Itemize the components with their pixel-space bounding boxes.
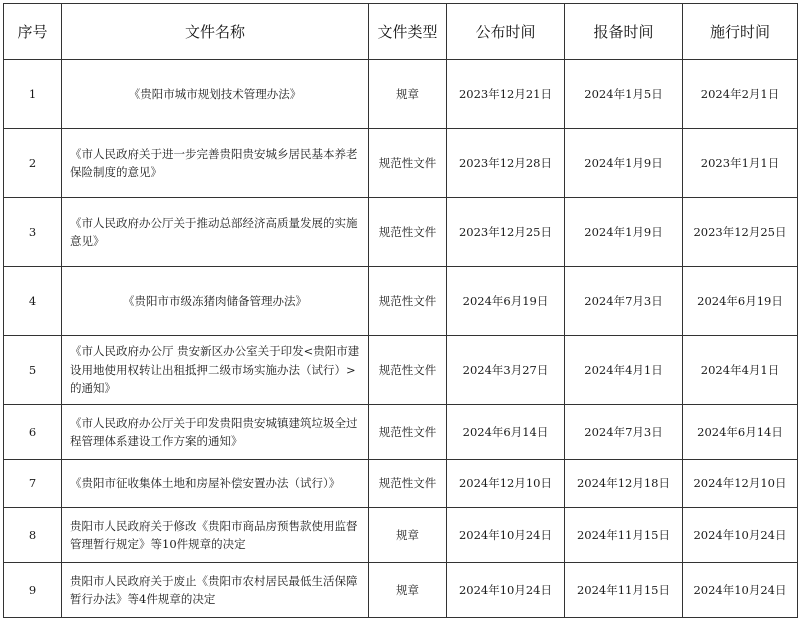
table-row [4,198,798,267]
filed-date: 2024年11月15日 [565,563,683,618]
document-type: 规范性文件 [369,405,447,460]
filed-date: 2024年1月5日 [565,60,683,129]
document-type: 规范性文件 [369,336,447,405]
effective-date: 2023年1月1日 [683,129,798,198]
row-index: 9 [4,563,62,618]
effective-date: 2024年10月24日 [683,563,798,618]
document-type: 规章 [369,60,447,129]
filed-date: 2024年1月9日 [565,129,683,198]
header-effective: 施行时间 [683,4,798,60]
document-name: 《贵阳市市级冻猪肉储备管理办法》 [62,267,369,336]
document-name: 《市人民政府关于进一步完善贵阳贵安城乡居民基本养老保险制度的意见》 [62,129,369,198]
document-type: 规范性文件 [369,198,447,267]
document-type: 规范性文件 [369,460,447,508]
published-date: 2024年3月27日 [447,336,565,405]
table-row [4,336,798,405]
document-type: 规范性文件 [369,129,447,198]
document-name: 《贵阳市城市规划技术管理办法》 [62,60,369,129]
document-type: 规章 [369,508,447,563]
row-index: 3 [4,198,62,267]
effective-date: 2024年10月24日 [683,508,798,563]
table-row [4,460,798,508]
published-date: 2024年10月24日 [447,508,565,563]
row-index: 8 [4,508,62,563]
header-index: 序号 [4,4,62,60]
effective-date: 2024年6月14日 [683,405,798,460]
filed-date: 2024年11月15日 [565,508,683,563]
document-name: 《市人民政府办公厅关于推动总部经济高质量发展的实施意见》 [62,198,369,267]
published-date: 2023年12月25日 [447,198,565,267]
row-index: 7 [4,460,62,508]
document-name: 贵阳市人民政府关于废止《贵阳市农村居民最低生活保障暂行办法》等4件规章的决定 [62,563,369,618]
header-row [4,4,798,60]
row-index: 5 [4,336,62,405]
published-date: 2023年12月21日 [447,60,565,129]
document-name: 贵阳市人民政府关于修改《贵阳市商品房预售款使用监督管理暂行规定》等10件规章的决定 [62,508,369,563]
header-filed: 报备时间 [565,4,683,60]
published-date: 2024年6月19日 [447,267,565,336]
filed-date: 2024年7月3日 [565,405,683,460]
filed-date: 2024年4月1日 [565,336,683,405]
document-type: 规范性文件 [369,267,447,336]
published-date: 2023年12月28日 [447,129,565,198]
effective-date: 2024年4月1日 [683,336,798,405]
effective-date: 2024年6月19日 [683,267,798,336]
table-row [4,60,798,129]
table-row [4,405,798,460]
published-date: 2024年12月10日 [447,460,565,508]
table-row [4,508,798,563]
published-date: 2024年6月14日 [447,405,565,460]
document-name: 《市人民政府办公厅 贵安新区办公室关于印发<贵阳市建设用地使用权转让出租抵押二级市场实施办法（试行）>的通知》 [62,336,369,405]
header-published: 公布时间 [447,4,565,60]
row-index: 6 [4,405,62,460]
row-index: 1 [4,60,62,129]
header-name: 文件名称 [62,4,369,60]
document-name: 《市人民政府办公厅关于印发贵阳贵安城镇建筑垃圾全过程管理体系建设工作方案的通知》 [62,405,369,460]
row-index: 2 [4,129,62,198]
table-row [4,267,798,336]
filed-date: 2024年7月3日 [565,267,683,336]
effective-date: 2023年12月25日 [683,198,798,267]
filed-date: 2024年12月18日 [565,460,683,508]
table-row [4,563,798,618]
filed-date: 2024年1月9日 [565,198,683,267]
row-index: 4 [4,267,62,336]
document-name: 《贵阳市征收集体土地和房屋补偿安置办法（试行）》 [62,460,369,508]
header-type: 文件类型 [369,4,447,60]
effective-date: 2024年12月10日 [683,460,798,508]
document-type: 规章 [369,563,447,618]
published-date: 2024年10月24日 [447,563,565,618]
table-row [4,129,798,198]
effective-date: 2024年2月1日 [683,60,798,129]
regulations-table [3,3,798,618]
